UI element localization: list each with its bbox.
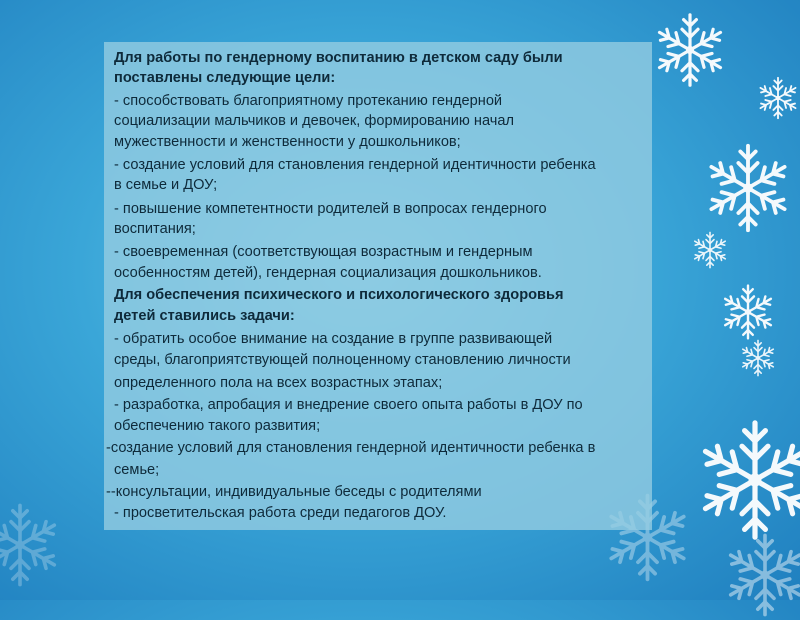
snowflake-icon xyxy=(650,10,730,90)
snowflake-icon xyxy=(718,282,778,342)
text-line-20: семье; xyxy=(114,462,160,478)
text-line-3: - способствовать благоприятному протеканию гендерной xyxy=(114,93,503,109)
text-line-9: воспитания; xyxy=(114,221,196,237)
snowflake-icon xyxy=(755,75,800,121)
text-line-21: --консультации, индивидуальные беседы с родителями xyxy=(106,484,482,500)
text-line-8: - повышение компетентности родителей в вопросах гендерного xyxy=(114,201,547,217)
snowflake-icon xyxy=(690,230,730,270)
text-line-6: - создание условий для становления гендерной идентичности ребенка xyxy=(114,157,596,173)
text-line-22: - просветительская работа среди педагогов ДОУ. xyxy=(114,505,447,521)
text-line-2: поставлены следующие цели: xyxy=(114,70,336,86)
snowflake-icon xyxy=(720,530,800,620)
text-line-15: среды, благоприятствующей полноценному становлению личности xyxy=(114,352,571,368)
text-line-4: социализации мальчиков и девочек, формированию начал xyxy=(114,113,515,129)
text-line-18: обеспечению такого развития; xyxy=(114,418,321,434)
text-line-11: особенностям детей), гендерная социализация дошкольников. xyxy=(114,265,542,281)
snowflake-icon xyxy=(700,140,796,236)
text-panel xyxy=(104,42,652,530)
text-line-19: -создание условий для становления гендерной идентичности ребенка в xyxy=(106,440,596,456)
snowflake-icon xyxy=(738,338,778,378)
snowflake-icon xyxy=(0,500,65,590)
text-line-17: - разработка, апробация и внедрение своего опыта работы в ДОУ по xyxy=(114,397,583,413)
text-line-13: детей ставились задачи: xyxy=(114,308,295,324)
text-line-10: - своевременная (соответствующая возрастным и гендерным xyxy=(114,244,533,260)
text-line-1: Для работы по гендерному воспитанию в детском саду были xyxy=(114,50,563,66)
text-line-12: Для обеспечения психического и психологического здоровья xyxy=(114,287,564,303)
text-line-5: мужественности и женственности у дошкольников; xyxy=(114,134,461,150)
text-line-7: в семье и ДОУ; xyxy=(114,177,218,193)
snowflake-icon xyxy=(690,415,800,545)
text-line-14: - обратить особое внимание на создание в группе развивающей xyxy=(114,331,553,347)
text-line-16: определенного пола на всех возрастных этапах; xyxy=(114,375,443,391)
